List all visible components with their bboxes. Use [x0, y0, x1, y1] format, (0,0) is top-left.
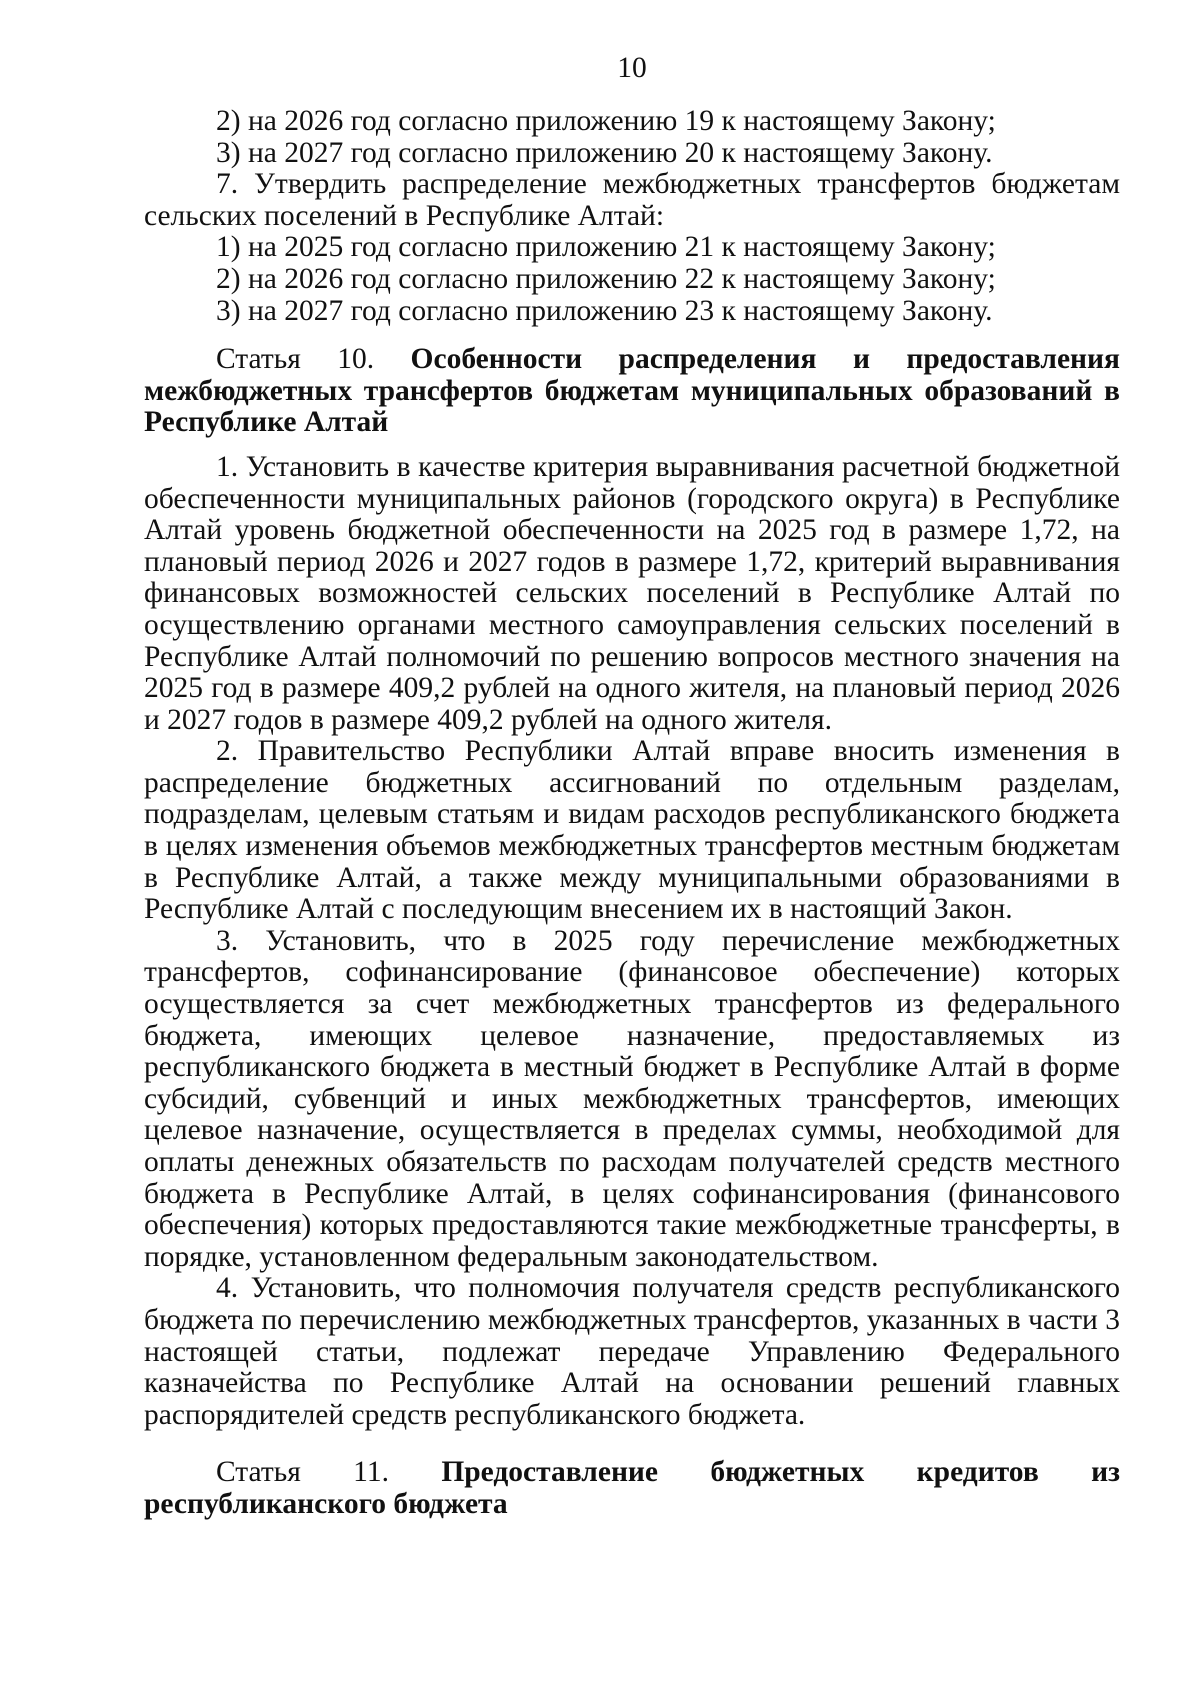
list-item: 3) на 2027 год согласно приложению 23 к настоящему Закону. — [216, 294, 993, 327]
list-item: 3) на 2027 год согласно приложению 20 к настоящему Закону. — [216, 136, 993, 169]
article-10-heading — [144, 344, 1120, 439]
article-10-title: Особенности распределения и предоставления межбюджетных трансфертов бюджетам муниципальных образований в Республике Алтай — [144, 343, 1120, 439]
article-11-heading — [144, 1457, 1120, 1520]
clause-7-paragraph: 7. Утвердить распределение межбюджетных трансфертов бюджетам сельских поселений в Республике Алтай: — [144, 168, 1120, 232]
document-page — [144, 52, 1120, 1534]
article-10-paragraph-4: 4. Установить, что полномочия получателя средств республиканского бюджета по перечислению межбюджетных трансфертов, указанных в части 3 настоящей статьи, подлежат передаче Управлению Федерального казначейства по Республике Алтай на основании решений главных распорядителей средств республиканского бюджета. — [144, 1272, 1120, 1431]
page-number: 10 — [617, 52, 647, 84]
article-11-prefix: Статья 11. — [216, 1456, 442, 1489]
list-item: 2) на 2026 год согласно приложению 19 к настоящему Закону; — [216, 105, 996, 137]
list-item: 2) на 2026 год согласно приложению 22 к настоящему Закону; — [216, 262, 996, 295]
article-10-paragraph-3: 3. Установить, что в 2025 году перечисление межбюджетных трансфертов, софинансирование (финансовое обеспечение) которых осуществляется за счет межбюджетных трансфертов из федерального бюджета, имеющих целевое назначение, предоставляемых из республиканского бюджета в местный бюджет в Республике Алтай в форме субсидий, субвенций и иных межбюджетных трансфертов, имеющих целевое назначение, осуществляется в пределах суммы, необходимой для оплаты денежных обязательств по расходам получателей средств местного бюджета в Республике Алтай, в целях софинансирования (финансового обеспечения) которых предоставляются такие межбюджетные трансферты, в порядке, установленном федеральным законодательством. — [144, 924, 1120, 1273]
list-item: 1) на 2025 год согласно приложению 21 к настоящему Закону; — [216, 231, 996, 264]
article-10-paragraph-2: 2. Правительство Республики Алтай вправе вносить изменения в распределение бюджетных ассигнований по отдельным разделам, подразделам, целевым статьям и видам расходов республиканского бюджета в целях изменения объемов межбюджетных трансфертов местным бюджетам в Республике Алтай, а также между муниципальными образованиями в Республике Алтай с последующим внесением их в настоящий Закон. — [144, 735, 1120, 926]
article-10-prefix: Статья 10. — [216, 343, 411, 376]
article-10-paragraph-1: 1. Установить в качестве критерия выравнивания расчетной бюджетной обеспеченности муниципальных районов (городского округа) в Республике Алтай уровень бюджетной обеспеченности на 2025 год в размере 1,72, на плановый период 2026 и 2027 годов в размере 1,72, критерий выравнивания финансовых возможностей сельских поселений в Республике Алтай по осуществлению органами местного самоуправления сельских поселений в Республике Алтай полномочий по решению вопросов местного значения на 2025 год в размере 409,2 рублей на одного жителя, на плановый период 2026 и 2027 годов в размере 409,2 рублей на одного жителя. — [144, 450, 1120, 736]
article-11-title: Предоставление бюджетных кредитов из республиканского бюджета — [144, 1456, 1120, 1520]
